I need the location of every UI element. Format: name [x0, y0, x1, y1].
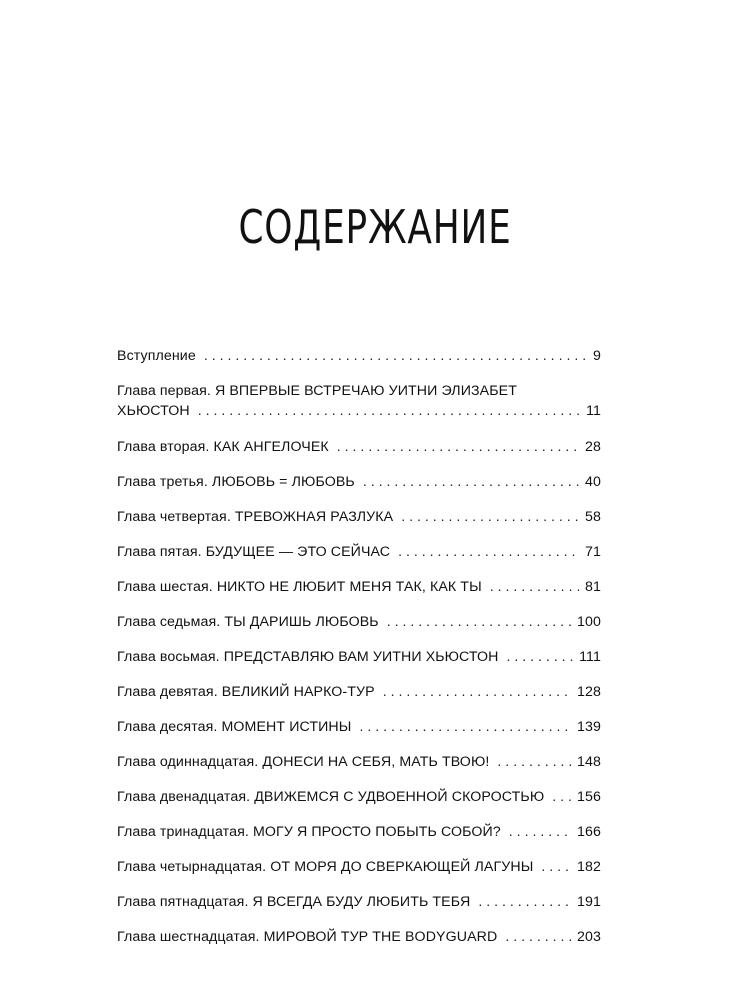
toc-entry-page: 40	[585, 474, 601, 490]
toc-entry	[117, 682, 601, 702]
toc-dot-leader	[204, 346, 585, 366]
toc-entry-page: 166	[577, 824, 601, 840]
toc-entry-title: Глава девятая. ВЕЛИКИЙ НАРКО-ТУР	[117, 684, 375, 700]
toc-entry-page: 11	[586, 403, 601, 419]
toc-entry-title: Глава шестнадцатая. МИРОВОЙ ТУР THE BODYGUARD	[117, 929, 498, 945]
toc-entry-title: Глава шестая. НИКТО НЕ ЛЮБИТ МЕНЯ ТАК, КАК ТЫ	[117, 579, 482, 595]
toc-entry	[117, 752, 601, 772]
toc-entry	[117, 507, 601, 527]
toc-dot-leader	[509, 822, 571, 842]
toc-dot-leader	[383, 682, 571, 702]
toc-dot-leader	[497, 752, 571, 772]
toc-entry	[117, 857, 601, 877]
toc-entry-page: 156	[577, 789, 601, 805]
toc-dot-leader	[198, 401, 580, 421]
toc-entry	[117, 472, 601, 492]
toc-entry-title: Глава пятая. БУДУЩЕЕ — ЭТО СЕЙЧАС	[117, 544, 391, 560]
toc-entry	[117, 822, 601, 842]
toc-entry-title: Глава четвертая. ТРЕВОЖНАЯ РАЗЛУКА	[117, 509, 394, 525]
toc-entry-page: 71	[585, 544, 601, 560]
toc-entry-title: Вступление	[117, 348, 196, 364]
toc-entry-title: Глава третья. ЛЮБОВЬ = ЛЮБОВЬ	[117, 474, 355, 490]
toc-entry-page: 182	[577, 859, 601, 875]
toc-entry	[117, 612, 601, 632]
toc-entry-page: 203	[577, 929, 601, 945]
toc-entry	[117, 542, 601, 562]
toc-dot-leader	[363, 472, 579, 492]
toc-entry-page: 191	[577, 894, 601, 910]
toc-dot-leader	[552, 787, 571, 807]
toc-entry-title-line1: Глава первая. Я ВПЕРВЫЕ ВСТРЕЧАЮ УИТНИ ЭЛИЗАБЕТ	[117, 383, 517, 399]
page-title: СОДЕРЖАНИЕ	[238, 200, 512, 254]
toc-dot-leader	[401, 507, 579, 527]
toc-entry-page: 9	[593, 348, 601, 364]
toc-dot-leader	[506, 647, 573, 667]
toc-entry-page: 139	[577, 719, 601, 735]
toc-entry-page: 100	[577, 614, 601, 630]
toc-entry-page: 148	[577, 754, 601, 770]
toc-entry	[117, 892, 601, 912]
toc-entry-page: 81	[585, 579, 601, 595]
toc-dot-leader	[541, 857, 571, 877]
toc-entry-title: Глава одиннадцатая. ДОНЕСИ НА СЕБЯ, МАТЬ ТВОЮ!	[117, 754, 490, 770]
toc-entry	[117, 717, 601, 737]
toc-entry	[117, 787, 601, 807]
toc-dot-leader	[478, 892, 571, 912]
toc-entry-title: ХЬЮСТОН	[117, 403, 190, 419]
toc-entry-page: 111	[579, 649, 601, 665]
toc-entry	[117, 437, 601, 457]
toc-entry	[117, 647, 601, 667]
toc-entry	[117, 927, 601, 947]
toc-entry-title: Глава десятая. МОМЕНТ ИСТИНЫ	[117, 719, 352, 735]
toc-dot-leader	[359, 717, 571, 737]
toc-dot-leader	[387, 612, 571, 632]
toc-entry-page: 28	[585, 439, 601, 455]
table-of-contents	[117, 346, 601, 962]
toc-dot-leader	[505, 927, 571, 947]
toc-entry	[117, 577, 601, 597]
toc-dot-leader	[490, 577, 579, 597]
toc-entry-title: Глава седьмая. ТЫ ДАРИШЬ ЛЮБОВЬ	[117, 614, 379, 630]
toc-entry-title: Глава пятнадцатая. Я ВСЕГДА БУДУ ЛЮБИТЬ ТЕБЯ	[117, 894, 471, 910]
toc-entry-title: Глава тринадцатая. МОГУ Я ПРОСТО ПОБЫТЬ СОБОЙ?	[117, 824, 501, 840]
toc-entry-page: 58	[585, 509, 601, 525]
toc-entry-page: 128	[577, 684, 601, 700]
toc-dot-leader	[337, 437, 579, 457]
toc-entry-title: Глава вторая. КАК АНГЕЛОЧЕК	[117, 439, 329, 455]
toc-entry	[117, 346, 601, 366]
toc-entry-title: Глава двенадцатая. ДВИЖЕМСЯ С УДВОЕННОЙ СКОРОСТЬЮ	[117, 789, 545, 805]
toc-entry-title: Глава восьмая. ПРЕДСТАВЛЯЮ ВАМ УИТНИ ХЬЮСТОН	[117, 649, 499, 665]
toc-entry-title: Глава четырнадцатая. ОТ МОРЯ ДО СВЕРКАЮЩЕЙ ЛАГУНЫ	[117, 859, 534, 875]
toc-dot-leader	[398, 542, 579, 562]
toc-entry	[117, 381, 601, 421]
